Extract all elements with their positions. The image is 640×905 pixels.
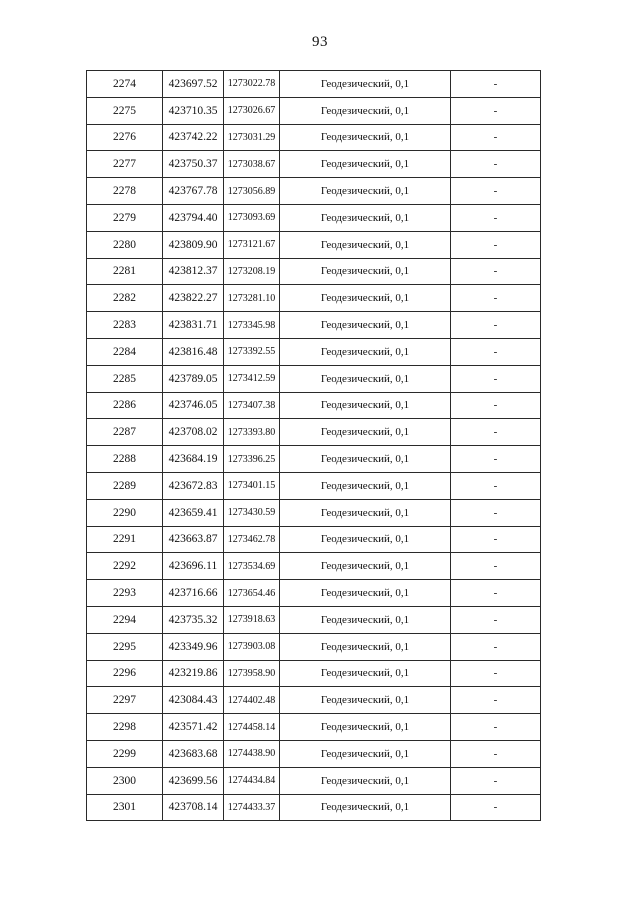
y-coordinate-cell: 1273401.15 bbox=[224, 472, 280, 499]
y-coordinate-cell: 1273026.67 bbox=[224, 97, 280, 124]
y-coordinate-cell: 1273281.10 bbox=[224, 285, 280, 312]
note-cell: - bbox=[451, 204, 541, 231]
note-cell: - bbox=[451, 580, 541, 607]
point-number-cell: 2295 bbox=[87, 633, 163, 660]
y-coordinate-cell: 1273022.78 bbox=[224, 71, 280, 98]
table-row bbox=[87, 151, 541, 178]
method-accuracy-cell: Геодезический, 0,1 bbox=[280, 687, 451, 714]
x-coordinate-cell: 423684.19 bbox=[163, 446, 224, 473]
table-row bbox=[87, 338, 541, 365]
point-number-cell: 2286 bbox=[87, 392, 163, 419]
method-accuracy-cell: Геодезический, 0,1 bbox=[280, 97, 451, 124]
y-coordinate-cell: 1273031.29 bbox=[224, 124, 280, 151]
table-row bbox=[87, 687, 541, 714]
point-number-cell: 2277 bbox=[87, 151, 163, 178]
note-cell: - bbox=[451, 794, 541, 821]
y-coordinate-cell: 1273121.67 bbox=[224, 231, 280, 258]
x-coordinate-cell: 423716.66 bbox=[163, 580, 224, 607]
x-coordinate-cell: 423708.14 bbox=[163, 794, 224, 821]
method-accuracy-cell: Геодезический, 0,1 bbox=[280, 633, 451, 660]
method-accuracy-cell: Геодезический, 0,1 bbox=[280, 285, 451, 312]
coordinates-table bbox=[86, 70, 541, 821]
table-row bbox=[87, 124, 541, 151]
method-accuracy-cell: Геодезический, 0,1 bbox=[280, 338, 451, 365]
x-coordinate-cell: 423683.68 bbox=[163, 740, 224, 767]
point-number-cell: 2290 bbox=[87, 499, 163, 526]
x-coordinate-cell: 423767.78 bbox=[163, 178, 224, 205]
point-number-cell: 2296 bbox=[87, 660, 163, 687]
point-number-cell: 2280 bbox=[87, 231, 163, 258]
table-row bbox=[87, 71, 541, 98]
method-accuracy-cell: Геодезический, 0,1 bbox=[280, 124, 451, 151]
x-coordinate-cell: 423696.11 bbox=[163, 553, 224, 580]
note-cell: - bbox=[451, 526, 541, 553]
point-number-cell: 2294 bbox=[87, 606, 163, 633]
note-cell: - bbox=[451, 606, 541, 633]
method-accuracy-cell: Геодезический, 0,1 bbox=[280, 660, 451, 687]
method-accuracy-cell: Геодезический, 0,1 bbox=[280, 392, 451, 419]
method-accuracy-cell: Геодезический, 0,1 bbox=[280, 580, 451, 607]
x-coordinate-cell: 423789.05 bbox=[163, 365, 224, 392]
table-row bbox=[87, 767, 541, 794]
y-coordinate-cell: 1274402.48 bbox=[224, 687, 280, 714]
point-number-cell: 2292 bbox=[87, 553, 163, 580]
note-cell: - bbox=[451, 553, 541, 580]
method-accuracy-cell: Геодезический, 0,1 bbox=[280, 365, 451, 392]
note-cell: - bbox=[451, 767, 541, 794]
y-coordinate-cell: 1273654.46 bbox=[224, 580, 280, 607]
x-coordinate-cell: 423750.37 bbox=[163, 151, 224, 178]
point-number-cell: 2287 bbox=[87, 419, 163, 446]
x-coordinate-cell: 423794.40 bbox=[163, 204, 224, 231]
note-cell: - bbox=[451, 740, 541, 767]
method-accuracy-cell: Геодезический, 0,1 bbox=[280, 499, 451, 526]
point-number-cell: 2301 bbox=[87, 794, 163, 821]
table-row bbox=[87, 312, 541, 339]
table-row bbox=[87, 526, 541, 553]
y-coordinate-cell: 1274433.37 bbox=[224, 794, 280, 821]
y-coordinate-cell: 1273918.63 bbox=[224, 606, 280, 633]
note-cell: - bbox=[451, 124, 541, 151]
y-coordinate-cell: 1273093.69 bbox=[224, 204, 280, 231]
point-number-cell: 2299 bbox=[87, 740, 163, 767]
method-accuracy-cell: Геодезический, 0,1 bbox=[280, 231, 451, 258]
table-row bbox=[87, 660, 541, 687]
table-row bbox=[87, 499, 541, 526]
point-number-cell: 2289 bbox=[87, 472, 163, 499]
note-cell: - bbox=[451, 472, 541, 499]
point-number-cell: 2300 bbox=[87, 767, 163, 794]
method-accuracy-cell: Геодезический, 0,1 bbox=[280, 204, 451, 231]
table-row bbox=[87, 178, 541, 205]
y-coordinate-cell: 1274438.90 bbox=[224, 740, 280, 767]
table-row bbox=[87, 204, 541, 231]
x-coordinate-cell: 423708.02 bbox=[163, 419, 224, 446]
y-coordinate-cell: 1273056.89 bbox=[224, 178, 280, 205]
x-coordinate-cell: 423822.27 bbox=[163, 285, 224, 312]
point-number-cell: 2298 bbox=[87, 714, 163, 741]
point-number-cell: 2284 bbox=[87, 338, 163, 365]
x-coordinate-cell: 423812.37 bbox=[163, 258, 224, 285]
table-row bbox=[87, 633, 541, 660]
y-coordinate-cell: 1274434.84 bbox=[224, 767, 280, 794]
table-row bbox=[87, 258, 541, 285]
method-accuracy-cell: Геодезический, 0,1 bbox=[280, 794, 451, 821]
table-row bbox=[87, 794, 541, 821]
y-coordinate-cell: 1273393.80 bbox=[224, 419, 280, 446]
y-coordinate-cell: 1274458.14 bbox=[224, 714, 280, 741]
method-accuracy-cell: Геодезический, 0,1 bbox=[280, 446, 451, 473]
point-number-cell: 2288 bbox=[87, 446, 163, 473]
point-number-cell: 2293 bbox=[87, 580, 163, 607]
method-accuracy-cell: Геодезический, 0,1 bbox=[280, 767, 451, 794]
y-coordinate-cell: 1273958.90 bbox=[224, 660, 280, 687]
y-coordinate-cell: 1273534.69 bbox=[224, 553, 280, 580]
x-coordinate-cell: 423084.43 bbox=[163, 687, 224, 714]
method-accuracy-cell: Геодезический, 0,1 bbox=[280, 740, 451, 767]
x-coordinate-cell: 423742.22 bbox=[163, 124, 224, 151]
method-accuracy-cell: Геодезический, 0,1 bbox=[280, 553, 451, 580]
table-row bbox=[87, 446, 541, 473]
page-number: 93 bbox=[312, 34, 328, 50]
table-row bbox=[87, 365, 541, 392]
y-coordinate-cell: 1273412.59 bbox=[224, 365, 280, 392]
y-coordinate-cell: 1273903.08 bbox=[224, 633, 280, 660]
table-row bbox=[87, 740, 541, 767]
point-number-cell: 2275 bbox=[87, 97, 163, 124]
note-cell: - bbox=[451, 633, 541, 660]
note-cell: - bbox=[451, 687, 541, 714]
table-row bbox=[87, 553, 541, 580]
method-accuracy-cell: Геодезический, 0,1 bbox=[280, 312, 451, 339]
x-coordinate-cell: 423809.90 bbox=[163, 231, 224, 258]
note-cell: - bbox=[451, 338, 541, 365]
note-cell: - bbox=[451, 285, 541, 312]
x-coordinate-cell: 423659.41 bbox=[163, 499, 224, 526]
note-cell: - bbox=[451, 392, 541, 419]
point-number-cell: 2281 bbox=[87, 258, 163, 285]
note-cell: - bbox=[451, 312, 541, 339]
point-number-cell: 2285 bbox=[87, 365, 163, 392]
x-coordinate-cell: 423672.83 bbox=[163, 472, 224, 499]
method-accuracy-cell: Геодезический, 0,1 bbox=[280, 606, 451, 633]
x-coordinate-cell: 423697.52 bbox=[163, 71, 224, 98]
y-coordinate-cell: 1273208.19 bbox=[224, 258, 280, 285]
table-row bbox=[87, 580, 541, 607]
point-number-cell: 2283 bbox=[87, 312, 163, 339]
x-coordinate-cell: 423710.35 bbox=[163, 97, 224, 124]
table-row bbox=[87, 392, 541, 419]
y-coordinate-cell: 1273396.25 bbox=[224, 446, 280, 473]
note-cell: - bbox=[451, 660, 541, 687]
x-coordinate-cell: 423746.05 bbox=[163, 392, 224, 419]
note-cell: - bbox=[451, 419, 541, 446]
note-cell: - bbox=[451, 231, 541, 258]
x-coordinate-cell: 423663.87 bbox=[163, 526, 224, 553]
note-cell: - bbox=[451, 258, 541, 285]
method-accuracy-cell: Геодезический, 0,1 bbox=[280, 714, 451, 741]
note-cell: - bbox=[451, 365, 541, 392]
method-accuracy-cell: Геодезический, 0,1 bbox=[280, 71, 451, 98]
x-coordinate-cell: 423816.48 bbox=[163, 338, 224, 365]
y-coordinate-cell: 1273430.59 bbox=[224, 499, 280, 526]
table-row bbox=[87, 714, 541, 741]
table-row bbox=[87, 419, 541, 446]
point-number-cell: 2297 bbox=[87, 687, 163, 714]
note-cell: - bbox=[451, 151, 541, 178]
x-coordinate-cell: 423735.32 bbox=[163, 606, 224, 633]
method-accuracy-cell: Геодезический, 0,1 bbox=[280, 258, 451, 285]
method-accuracy-cell: Геодезический, 0,1 bbox=[280, 178, 451, 205]
note-cell: - bbox=[451, 446, 541, 473]
x-coordinate-cell: 423219.86 bbox=[163, 660, 224, 687]
point-number-cell: 2279 bbox=[87, 204, 163, 231]
method-accuracy-cell: Геодезический, 0,1 bbox=[280, 419, 451, 446]
y-coordinate-cell: 1273407.38 bbox=[224, 392, 280, 419]
method-accuracy-cell: Геодезический, 0,1 bbox=[280, 472, 451, 499]
y-coordinate-cell: 1273038.67 bbox=[224, 151, 280, 178]
x-coordinate-cell: 423349.96 bbox=[163, 633, 224, 660]
y-coordinate-cell: 1273392.55 bbox=[224, 338, 280, 365]
point-number-cell: 2276 bbox=[87, 124, 163, 151]
table-row bbox=[87, 97, 541, 124]
point-number-cell: 2291 bbox=[87, 526, 163, 553]
y-coordinate-cell: 1273345.98 bbox=[224, 312, 280, 339]
method-accuracy-cell: Геодезический, 0,1 bbox=[280, 151, 451, 178]
table-row bbox=[87, 231, 541, 258]
point-number-cell: 2282 bbox=[87, 285, 163, 312]
y-coordinate-cell: 1273462.78 bbox=[224, 526, 280, 553]
x-coordinate-cell: 423831.71 bbox=[163, 312, 224, 339]
x-coordinate-cell: 423699.56 bbox=[163, 767, 224, 794]
table-row bbox=[87, 472, 541, 499]
method-accuracy-cell: Геодезический, 0,1 bbox=[280, 526, 451, 553]
note-cell: - bbox=[451, 178, 541, 205]
point-number-cell: 2278 bbox=[87, 178, 163, 205]
table-row bbox=[87, 285, 541, 312]
note-cell: - bbox=[451, 71, 541, 98]
note-cell: - bbox=[451, 499, 541, 526]
note-cell: - bbox=[451, 97, 541, 124]
x-coordinate-cell: 423571.42 bbox=[163, 714, 224, 741]
point-number-cell: 2274 bbox=[87, 71, 163, 98]
table-row bbox=[87, 606, 541, 633]
note-cell: - bbox=[451, 714, 541, 741]
coordinates-table-body bbox=[87, 71, 541, 821]
